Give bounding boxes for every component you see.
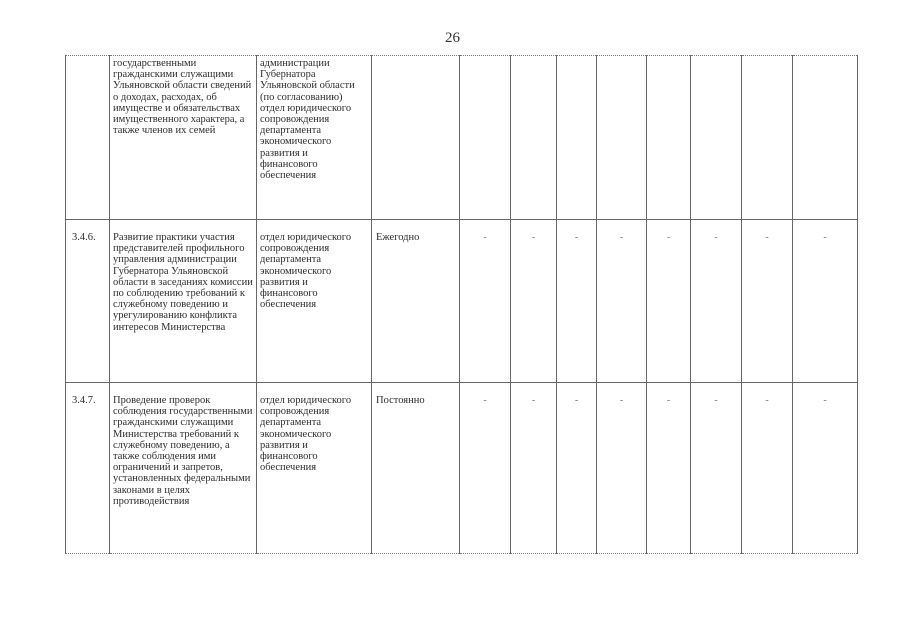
value-cell: - xyxy=(511,383,557,554)
page-number: 26 xyxy=(445,30,460,46)
measures-table xyxy=(65,55,858,554)
executor-cell: отдел юридического сопровождения департамента экономического развития и финансового обеспечения xyxy=(257,383,372,554)
value-cell: - xyxy=(557,220,597,383)
row-number xyxy=(66,56,110,220)
value-cell: - xyxy=(647,383,691,554)
executor-cell: администрации Губернатора Ульяновской области (по согласованию) отдел юридического сопровождения департамента экономического развития и финансового обеспечения xyxy=(257,56,372,220)
term-cell: Ежегодно xyxy=(372,220,460,383)
table-row xyxy=(66,220,858,383)
value-cell: - xyxy=(691,220,742,383)
executor-cell: отдел юридического сопровождения департамента экономического развития и финансового обеспечения xyxy=(257,220,372,383)
value-cell: - xyxy=(597,383,647,554)
value-cell xyxy=(597,56,647,220)
value-cell: - xyxy=(742,220,793,383)
table-row xyxy=(66,383,858,554)
value-cell: - xyxy=(647,220,691,383)
value-cell: - xyxy=(793,220,858,383)
measure-cell: Развитие практики участия представителей профильного управления администрации Губернатора Ульяновской области в заседаниях комиссии по соблюдению требований к служебному поведению и урегулированию конфликта интересов Министерства xyxy=(110,220,257,383)
measure-cell: государственными гражданскими служащими Ульяновской области сведений о доходах, расходах, об имуществе и обязательствах имущественного характера, а также членов их семей xyxy=(110,56,257,220)
row-number: 3.4.7. xyxy=(66,383,110,554)
value-cell: - xyxy=(460,220,511,383)
value-cell xyxy=(793,56,858,220)
row-number: 3.4.6. xyxy=(66,220,110,383)
value-cell xyxy=(511,56,557,220)
value-cell xyxy=(557,56,597,220)
value-cell: - xyxy=(742,383,793,554)
term-cell xyxy=(372,56,460,220)
value-cell: - xyxy=(597,220,647,383)
value-cell: - xyxy=(557,383,597,554)
value-cell xyxy=(460,56,511,220)
value-cell xyxy=(742,56,793,220)
term-cell: Постоянно xyxy=(372,383,460,554)
value-cell: - xyxy=(460,383,511,554)
value-cell: - xyxy=(793,383,858,554)
table-row xyxy=(66,56,858,220)
value-cell xyxy=(691,56,742,220)
value-cell: - xyxy=(691,383,742,554)
measure-cell: Проведение проверок соблюдения государственными гражданскими служащими Министерства требований к служебному поведению, а также соблюдения ими ограничений и запретов, установленных федеральными законами в целях противодействия xyxy=(110,383,257,554)
value-cell xyxy=(647,56,691,220)
value-cell: - xyxy=(511,220,557,383)
